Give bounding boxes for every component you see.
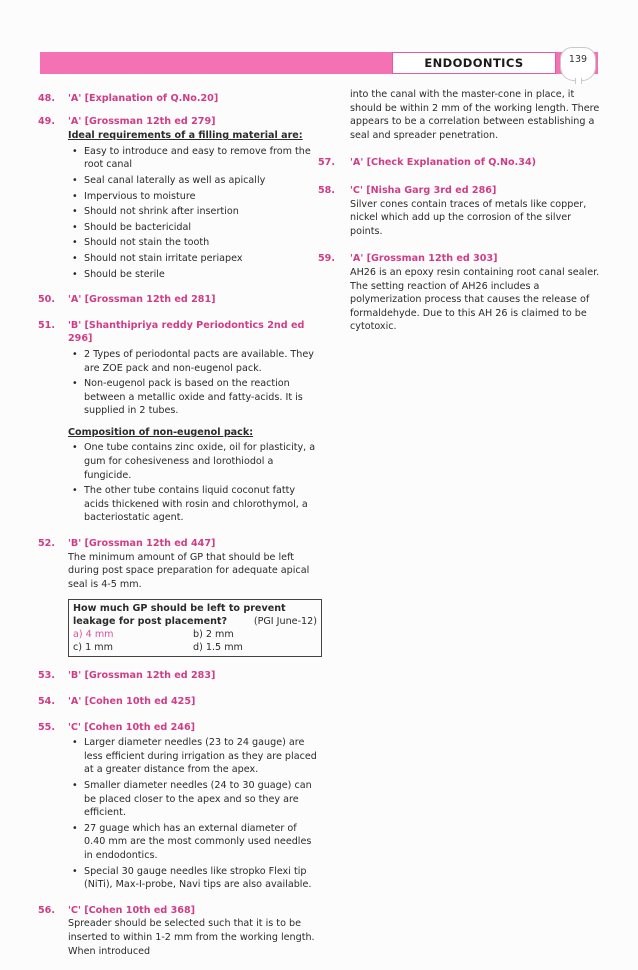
answer-ref: 'B' [Grossman 12th ed 447] [68, 538, 216, 550]
mcq-question-text: How much GP should be left to prevent leakage for post placement? [73, 603, 286, 628]
answer-57 [318, 156, 602, 170]
question-number: 49. [38, 115, 55, 127]
bullet-list [68, 441, 318, 525]
answer-56 [38, 904, 318, 958]
question-number: 59. [318, 253, 335, 265]
answer-53 [38, 669, 318, 683]
bullet-list [68, 348, 318, 418]
mcq-question [73, 602, 317, 628]
question-number: 54. [38, 696, 55, 707]
section-heading: Composition of non-eugenol pack: [68, 426, 254, 438]
answer-ref: 'B' [Grossman 12th ed 283] [68, 670, 216, 682]
answer-ref: 'A' [Grossman 12th ed 279] [68, 115, 216, 127]
answer-48 [38, 92, 318, 106]
left-column [38, 92, 318, 970]
answer-ref: 'B' [Shanthipriya reddy Periodontics 2nd ed 296] [68, 319, 305, 345]
list-item: • One tube contains zinc oxide, oil for plasticity, a gum for cohesiveness and lorothiodol a fungicide. [84, 441, 318, 482]
answer-58 [318, 184, 602, 238]
list-item: • Should be sterile [84, 268, 318, 282]
question-number: 48. [38, 93, 55, 104]
list-item: • Should not shrink after insertion [84, 205, 318, 219]
question-number: 57. [318, 157, 335, 169]
mcq-option: c) 1 mm [73, 642, 113, 654]
list-item: • Impervious to moisture [84, 190, 318, 204]
question-number: 58. [318, 184, 335, 196]
page-title: ENDODONTICS [392, 52, 556, 74]
answer-52 [38, 537, 318, 657]
answer-ref: 'C' [Cohen 10th ed 246] [68, 721, 196, 733]
right-column [318, 88, 602, 346]
list-item: • Seal canal laterally as well as apically [84, 174, 318, 188]
continued-text: into the canal with the master-cone in place, it should be within 2 mm of the working length. There appears to be a correlation between establishing a seal and spreader penetration. [350, 89, 600, 141]
question-number: 56. [38, 904, 55, 916]
list-item: • Smaller diameter needles (24 to 30 guage) can be placed closer to the apex and so they are efficient. [84, 779, 318, 820]
mcq-option: b) 2 mm [193, 629, 234, 641]
answer-54 [38, 695, 318, 709]
question-number: 50. [38, 294, 55, 306]
list-item: • Easy to introduce and easy to remove from the root canal [84, 145, 318, 172]
question-number: 51. [38, 319, 55, 331]
question-number: 53. [38, 670, 55, 682]
list-item: • The other tube contains liquid coconut fatty acids thickened with rosin and chlorothymol, a bacteriostatic agent. [84, 484, 318, 525]
list-item: • Should not stain irritate periapex [84, 252, 318, 266]
list-item: • Larger diameter needles (23 to 24 gauge) are less efficient during irrigation as they are placed at a greater distance from the apex. [84, 736, 318, 777]
list-item: • Non-eugenol pack is based on the reaction between a metallic oxide and fatty-acids. It is supplied in 2 tubes. [84, 377, 318, 418]
explanation-text: Silver cones contain traces of metals like copper, nickel which add up the corrosion of the silver points. [350, 198, 587, 237]
bullet-list [68, 145, 318, 281]
question-number: 55. [38, 721, 55, 733]
explanation-text: The minimum amount of GP that should be left during post space preparation for adequate apical seal is 4-5 mm. [68, 551, 310, 590]
answer-ref: 'A' [Grossman 12th ed 281] [68, 294, 216, 306]
list-item: • Should be bactericidal [84, 221, 318, 235]
answer-49 [38, 115, 318, 282]
mcq-source: (PGI June-12) [253, 616, 317, 628]
answer-ref: 'C' [Cohen 10th ed 368] [68, 904, 196, 916]
answer-ref: 'C' [Nisha Garg 3rd ed 286] [350, 184, 497, 196]
answer-51 [38, 319, 318, 525]
page-number: 139 [560, 47, 596, 81]
answer-ref: 'A' [Explanation of Q.No.20] [68, 93, 219, 104]
answer-ref: 'A' [Cohen 10th ed 425] [68, 696, 196, 707]
bullet-list [68, 736, 318, 892]
explanation-text: AH26 is an epoxy resin containing root canal sealer. The setting reaction of AH26 includes a polymerization process that causes the release of formaldehyde. Due to this AH 26 is claimed to be cytotoxic. [350, 266, 600, 333]
list-item: • Should not stain the tooth [84, 236, 318, 250]
answer-59 [318, 252, 602, 334]
list-item: • 2 Types of periodontal pacts are available. They are ZOE pack and non-eugenol pack. [84, 348, 318, 375]
list-item: • Special 30 gauge needles like stropko Flexi tip (NiTi), Max-I-probe, Navi tips are also available. [84, 865, 318, 892]
answer-55 [38, 721, 318, 892]
mcq-option-correct: a) 4 mm [73, 629, 114, 641]
mcq-option: d) 1.5 mm [193, 642, 243, 654]
list-item: • 27 guage which has an external diameter of 0.40 mm are the most commonly used needles in endodontics. [84, 822, 318, 863]
answer-50 [38, 293, 318, 307]
answer-ref: 'A' [Check Explanation of Q.No.34) [350, 157, 537, 169]
question-number: 52. [38, 538, 55, 550]
answer-ref: 'A' [Grossman 12th ed 303] [350, 253, 498, 265]
explanation-text: Spreader should be selected such that it is to be inserted to within 1-2 mm from the working length. When introduced [68, 918, 315, 957]
mcq-options [73, 628, 317, 654]
mcq-box [68, 599, 322, 657]
section-heading: Ideal requirements of a filling material are: [68, 130, 303, 142]
